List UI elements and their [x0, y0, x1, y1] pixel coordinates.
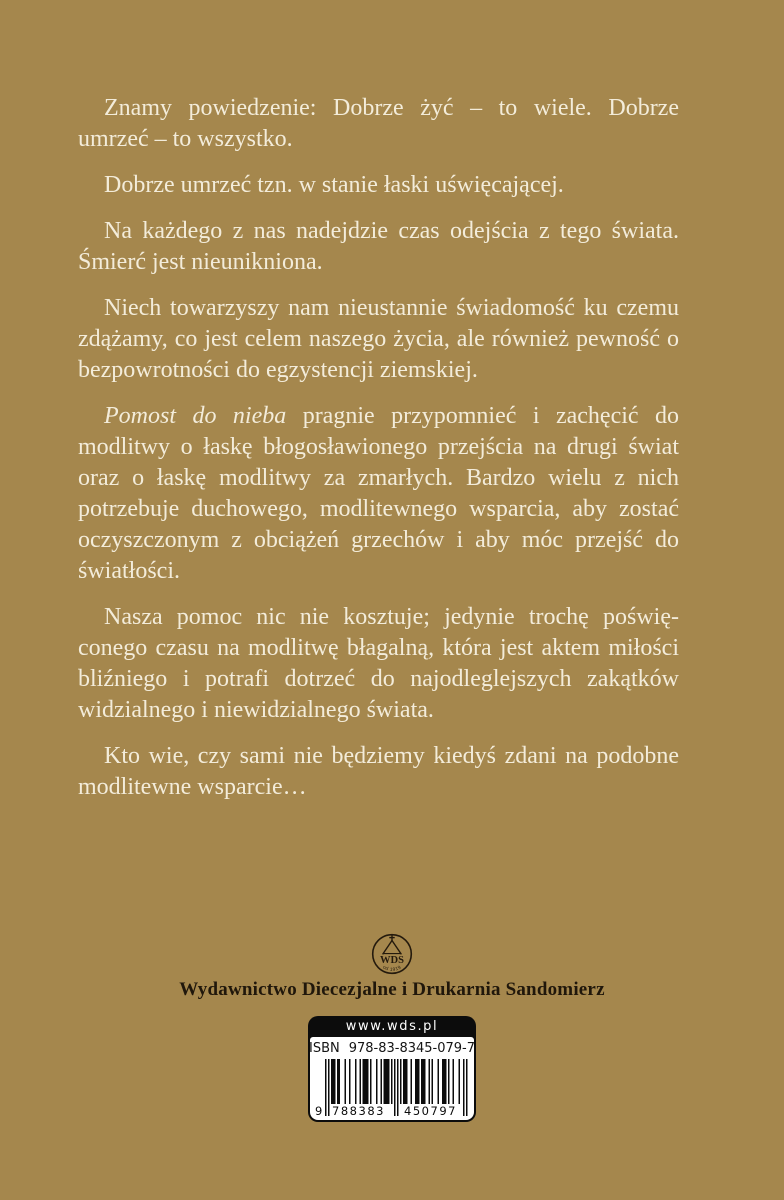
ean-digits-right: 450797 — [404, 1104, 457, 1118]
isbn-line — [308, 1040, 476, 1059]
paragraph-text: Dobrze umrzeć tzn. w stanie łaski uświęcającej. — [104, 172, 564, 198]
ean-digit-lead: 9 — [315, 1104, 323, 1118]
book-title-italic: Pomost do nieba — [104, 403, 287, 429]
publisher-name: Wydawnictwo Diecezjalne i Drukarnia Sandomierz — [179, 979, 605, 1000]
paragraph-text: Znamy powiedzenie: Dobrze żyć – to wiele. Dobrze umrzeć – to wszystko. — [78, 95, 679, 152]
wds-logo-icon — [370, 929, 414, 977]
paragraph-text: pragnie przypomnieć i zachęcić do modlitwy o łaskę błogosławionego przejścia na drugi świat oraz o łaskę modlitwy za zmarłych. Bardzo wielu z nich potrzebuje duchowego, modlitewnego wsparcia, aby zostać oczyszczonym z obciążeń grzechów i aby móc przejść do światłości. — [78, 403, 679, 584]
barcode-white-panel — [310, 1037, 474, 1120]
paragraph-text: Nasza pomoc nic nie kosztuje; jedynie trochę poświęconego czasu na modlitwę błagalną, która jest aktem miłości bliźniego i potrafi dotrzeć do najodleglejszych zakątków widzialnego i niewidzialnego świata. — [78, 604, 679, 723]
publisher-url: www.wds.pl — [345, 1019, 439, 1034]
ean-digits — [315, 1105, 469, 1118]
publisher-logo — [0, 929, 784, 977]
paragraph — [78, 401, 679, 587]
paragraph — [78, 741, 679, 803]
paragraph — [78, 602, 679, 726]
isbn-label: ISBN — [308, 1041, 340, 1056]
paragraph — [78, 93, 679, 155]
barcode-area — [315, 1059, 469, 1117]
isbn-number: 978-83-8345-079-7 — [348, 1041, 476, 1056]
paragraph-text: Niech towarzyszy nam nieustannie świadomość ku czemu zdążamy, co jest celem naszego życia, ale również pewność o bezpowrotności do egzystencji ziemskiej. — [78, 295, 679, 383]
paragraph-text: Kto wie, czy sami nie będziemy kiedyś zdani na podobne modlitewne wsparcie… — [78, 743, 679, 800]
ean-digits-left: 788383 — [332, 1104, 385, 1118]
paragraph — [78, 293, 679, 386]
logo-monogram: WDS — [380, 955, 404, 967]
cross-triangle-icon — [383, 935, 402, 954]
paragraph — [78, 216, 679, 278]
blurb-text — [78, 93, 679, 818]
isbn-barcode-label — [308, 1016, 476, 1122]
paragraph-text: Na każdego z nas nadejdzie czas odejścia z tego świata. Śmierć jest nieunikniona. — [78, 218, 679, 275]
logo-since-text: od 1919 — [381, 965, 403, 973]
paragraph — [78, 170, 679, 201]
